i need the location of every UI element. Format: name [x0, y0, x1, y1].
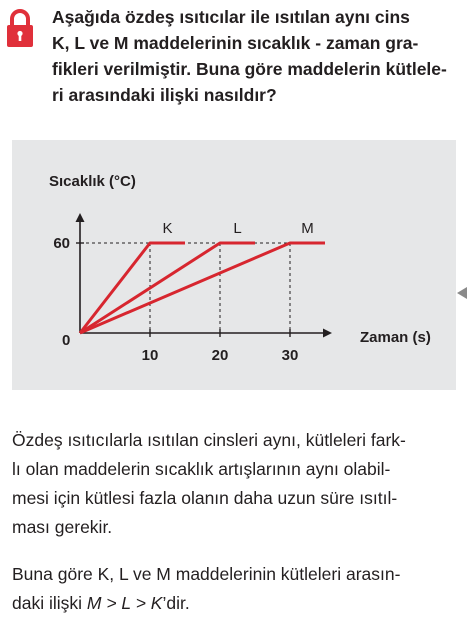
- x-axis-label: Zaman (s): [360, 329, 431, 346]
- answer-line: Özdeş ısıtıcılarla ısıtılan cinsleri aynı, kütleleri fark-: [12, 430, 406, 450]
- series-line-k: [80, 243, 185, 333]
- question-line: Aşağıda özdeş ısıtıcılar ile ısıtılan aynı cins: [52, 7, 410, 27]
- question-line: ri arasındaki ilişki nasıldır?: [52, 85, 277, 105]
- chart-svg: [12, 140, 456, 390]
- x-tick-label: 20: [211, 347, 229, 364]
- question-text: [52, 4, 464, 108]
- answer-suffix: ’dir.: [162, 593, 190, 613]
- answer-line: [12, 589, 458, 618]
- answer-line: mesi için kütlesi fazla olanın daha uzun süre ısıtıl-: [12, 488, 398, 508]
- origin-label: 0: [62, 332, 71, 349]
- answer-paragraph-1: [12, 426, 458, 542]
- x-axis-arrow: [323, 329, 332, 338]
- y-axis-label: Sıcaklık (°C): [49, 173, 136, 190]
- answer-paragraph-2: [12, 560, 458, 618]
- x-tick-label: 10: [141, 347, 159, 364]
- temperature-time-graph: [12, 140, 456, 390]
- y-axis-arrow: [76, 213, 85, 222]
- series-label-k: K: [162, 220, 173, 237]
- lock-icon: [6, 8, 34, 48]
- answer-line: ması gerekir.: [12, 517, 113, 537]
- answer-line: lı olan maddelerin sıcaklık artışlarının aynı olabil-: [12, 459, 391, 479]
- series-line-l: [80, 243, 255, 333]
- series-label-m: M: [301, 220, 314, 237]
- question-line: K, L ve M maddelerinin sıcaklık - zaman gra-: [52, 33, 419, 53]
- page-edge-marker: [455, 287, 467, 299]
- question-line: fikleri verilmiştir. Buna göre maddelerin kütlele-: [52, 59, 447, 79]
- answer-line: Buna göre K, L ve M maddelerinin kütleleri arasın-: [12, 564, 401, 584]
- x-tick-label: 30: [281, 347, 299, 364]
- series-label-l: L: [233, 220, 242, 237]
- answer-prefix: daki ilişki: [12, 593, 87, 613]
- y-tick-label: 60: [53, 235, 70, 252]
- mass-relation: M > L > K: [86, 593, 163, 613]
